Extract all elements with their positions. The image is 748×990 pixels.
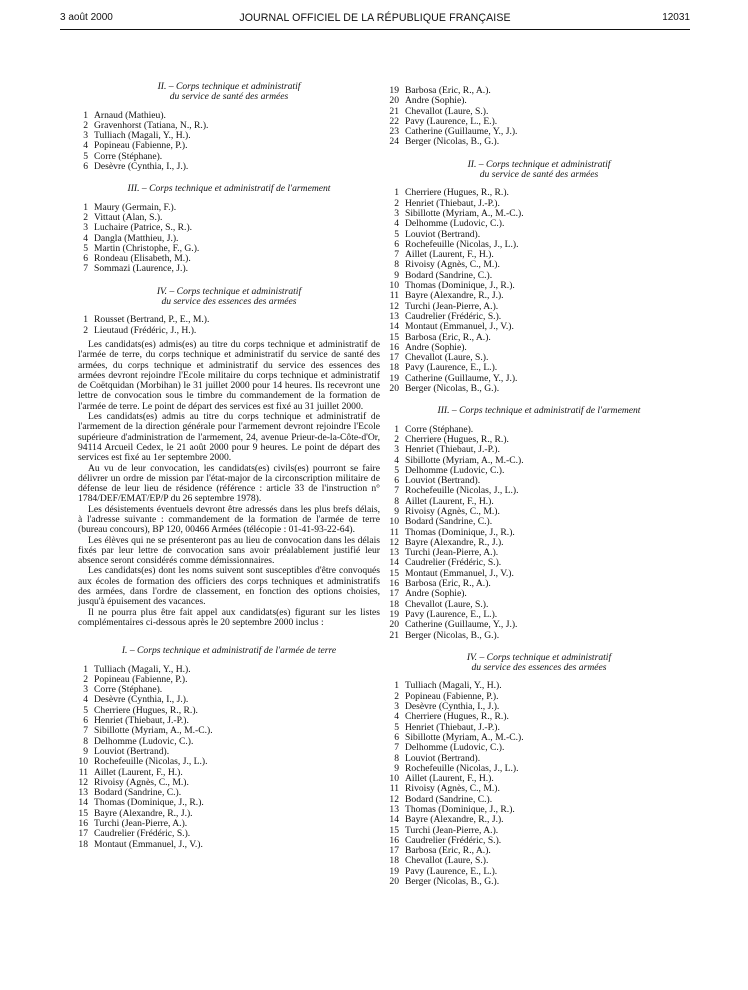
rank-number: 20 (389, 95, 399, 107)
right-column (389, 86, 689, 887)
candidate-name: Lieutaud (Frédéric, J., H.). (94, 324, 197, 336)
section-heading-armement: III. – Corps technique et administratif de l'armement (127, 183, 331, 195)
candidate-name: Chevallot (Laure, S.). (405, 352, 489, 364)
list-sante-2 (389, 188, 689, 394)
rank-number: 5 (83, 704, 88, 716)
rank-number: 5 (394, 464, 399, 476)
candidate-name: Rivoisy (Agnès, C., M.). (405, 505, 500, 517)
rank-number: 2 (394, 690, 399, 702)
rank-number: 1 (83, 663, 88, 675)
header-rule (60, 29, 690, 30)
list-item (389, 620, 689, 630)
candidate-name: Bodard (Sandrine, C.). (94, 787, 182, 799)
rank-number: 16 (389, 578, 399, 590)
list-item (78, 162, 380, 172)
list-armement-2 (389, 425, 689, 641)
list-sante (78, 111, 380, 173)
rank-number: 15 (78, 807, 88, 819)
rank-number: 2 (394, 197, 399, 209)
rank-number: 5 (83, 150, 88, 162)
candidate-name: Montaut (Emmanuel, J., V.). (405, 321, 514, 333)
candidate-name: Desèvre (Cynthia, I., J.). (405, 701, 500, 713)
list-item (78, 264, 380, 274)
candidate-name: Montaut (Emmanuel, J., V.). (94, 838, 203, 850)
rank-number: 21 (389, 105, 399, 117)
page-header (60, 12, 690, 28)
list-item (78, 757, 380, 767)
rank-number: 4 (83, 232, 88, 244)
candidate-name: Tulliach (Magali, Y., H.). (94, 663, 191, 675)
candidate-name: Bodard (Sandrine, C.). (405, 793, 493, 805)
section-heading-essences: IV. – Corps technique et administratif du service des essences des armées (156, 285, 302, 308)
candidate-name: Maury (Germain, F.). (94, 201, 177, 213)
candidate-name: Henriet (Thiebaut, J.-P.). (94, 715, 189, 727)
list-item (78, 840, 380, 850)
candidate-name: Barbosa (Eric, R., A.). (405, 845, 491, 857)
candidate-name: Berger (Nicolas, B., G.). (405, 876, 500, 888)
rank-number: 24 (389, 136, 399, 148)
rank-number: 1 (83, 314, 88, 326)
rank-number: 6 (83, 715, 88, 727)
candidate-name: Thomas (Dominique, J., R.). (405, 804, 515, 815)
candidate-name: Rochefeuille (Nicolas, J., L.). (94, 756, 208, 768)
rank-number: 9 (394, 269, 399, 281)
candidate-name: Berger (Nicolas, B., G.). (405, 136, 500, 148)
candidate-name: Catherine (Guillaume, Y., J.). (405, 372, 518, 384)
candidate-name: Corre (Stéphane). (94, 684, 163, 696)
section-heading-terre: I. – Corps technique et administratif de l'armée de terre (121, 645, 337, 657)
rank-number: 8 (394, 495, 399, 507)
candidate-name: Gravenhorst (Tatiana, N., R.). (94, 119, 209, 131)
rank-number: 19 (389, 608, 399, 620)
rank-number: 17 (389, 352, 399, 364)
rank-number: 21 (389, 629, 399, 641)
rank-number: 2 (83, 673, 88, 685)
candidate-name: Rochefeuille (Nicolas, J., L.). (405, 238, 519, 250)
rank-number: 3 (394, 207, 399, 219)
list-item (389, 137, 689, 147)
page-number: 12031 (662, 12, 690, 23)
rank-number: 23 (389, 126, 399, 138)
rank-number: 4 (83, 694, 88, 706)
candidate-name: Henriet (Thiebaut, J.-P.). (405, 444, 500, 456)
candidate-name: Sibillotte (Myriam, A., M.-C.). (405, 454, 524, 466)
rank-number: 19 (389, 372, 399, 384)
candidate-name: Bayre (Alexandre, R., J.). (94, 807, 193, 819)
list-item (389, 384, 689, 394)
rank-number: 1 (394, 187, 399, 199)
rank-number: 11 (389, 783, 399, 795)
list-armement (78, 203, 380, 275)
rank-number: 10 (389, 773, 399, 785)
list-terre (78, 665, 380, 850)
list-terre-continued (389, 86, 689, 148)
candidate-name: Louviot (Bertrand). (94, 745, 170, 757)
candidate-name: Rochefeuille (Nicolas, J., L.). (405, 485, 519, 497)
candidate-name: Montaut (Emmanuel, J., V.). (405, 567, 514, 579)
candidate-name: Andre (Sophie). (405, 341, 467, 353)
candidate-name: Thomas (Dominique, J., R.). (405, 280, 515, 292)
rank-number: 14 (78, 797, 88, 809)
rank-number: 1 (394, 680, 399, 692)
candidate-name: Catherine (Guillaume, Y., J.). (405, 619, 518, 631)
list-item (389, 877, 689, 887)
rank-number: 17 (389, 845, 399, 857)
candidate-name: Turchi (Jean-Pierre, A.). (405, 300, 499, 312)
rank-number: 11 (389, 290, 399, 302)
candidate-name: Barbosa (Eric, R., A.). (405, 578, 491, 590)
paragraph: Les désistements éventuels devront être adressés dans les plus brefs délais, à l'adresse suivante : commandement de la formation de l'armée de terre (bureau concours), BP 120, 00466 Armées (télécopie : 01-41-93-22-64). (78, 503, 380, 536)
candidate-name: Arnaud (Mathieu). (94, 109, 166, 121)
rank-number: 14 (389, 557, 399, 569)
rank-number: 15 (389, 824, 399, 836)
rank-number: 4 (394, 454, 399, 466)
rank-number: 6 (394, 475, 399, 487)
candidate-name: Delhomme (Ludovic, C.). (94, 735, 194, 747)
rank-number: 3 (394, 444, 399, 456)
rank-number: 16 (389, 341, 399, 353)
candidate-name: Catherine (Guillaume, Y., J.). (405, 126, 518, 138)
candidate-name: Turchi (Jean-Pierre, A.). (405, 824, 499, 836)
candidate-name: Aillet (Laurent, F., H.). (405, 773, 494, 785)
rank-number: 10 (389, 280, 399, 292)
candidate-name: Pavy (Laurence, E., L.). (405, 865, 498, 877)
candidate-name: Cherriere (Hugues, R., R.). (94, 704, 198, 716)
candidate-name: Cherriere (Hugues, R., R.). (405, 187, 509, 199)
candidate-name: Delhomme (Ludovic, C.). (405, 218, 505, 230)
candidate-name: Tulliach (Magali, Y., H.). (94, 130, 191, 142)
rank-number: 2 (394, 433, 399, 445)
candidate-name: Aillet (Laurent, F., H.). (94, 766, 183, 778)
candidate-name: Berger (Nicolas, B., G.). (405, 629, 500, 641)
rank-number: 16 (389, 834, 399, 846)
paragraph: Les candidats(es) dont les noms suivent sont susceptibles d'être convoqués aux écoles de formation des officiers des corps techniques et administratifs des armées, dans l'ordre de classement, en fonction des options choisies, jusqu'à épuisement des vacances. (78, 565, 380, 608)
rank-number: 14 (389, 814, 399, 826)
instructions-text (78, 340, 380, 628)
rank-number: 8 (394, 752, 399, 764)
candidate-name: Rousset (Bertrand, P., E., M.). (94, 314, 210, 326)
candidate-name: Desèvre (Cynthia, I., J.). (94, 161, 189, 173)
candidate-name: Dangla (Matthieu, J.). (94, 232, 179, 244)
rank-number: 12 (78, 776, 88, 788)
candidate-name: Cherriere (Hugues, R., R.). (405, 711, 509, 723)
section-heading-sante: II. – Corps technique et administratif du service de santé des armées (157, 81, 301, 103)
candidate-name: Bodard (Sandrine, C.). (405, 516, 493, 528)
paragraph: Les élèves qui ne se présenteront pas au lieu de convocation dans les délais fixés par leur lettre de convocation sans avoir préalablement justifié leur absence seront considérés comme démissionnaires. (78, 534, 380, 567)
rank-number: 1 (83, 109, 88, 121)
rank-number: 3 (394, 701, 399, 713)
candidate-name: Rivoisy (Agnès, C., M.). (94, 776, 189, 788)
candidate-name: Martin (Christophe, F., G.). (94, 242, 200, 254)
candidate-name: Henriet (Thiebaut, J.-P.). (405, 197, 500, 209)
candidate-name: Rondeau (Elisabeth, M.). (94, 253, 191, 265)
rank-number: 10 (78, 756, 88, 768)
rank-number: 13 (389, 310, 399, 322)
rank-number: 18 (78, 838, 88, 850)
paragraph: Les candidats(es) admis au titre du corps technique et administratif de l'armement de la direction générale pour l'armement devront rejoindre l'Ecole supérieure d'administration de l'armement, 24, avenue Prieur-de-la-Côte-d'Or, 94114 Arcueil Cedex, le 21 août 2000 pour 9 heures. Le point de départ des services est fixé au 1er septembre 2000. (78, 411, 380, 464)
candidate-name: Andre (Sophie). (405, 95, 467, 107)
rank-number: 11 (389, 526, 399, 538)
candidate-name: Louviot (Bertrand). (405, 752, 481, 764)
list-item (389, 445, 689, 455)
rank-number: 5 (394, 228, 399, 240)
journal-title: JOURNAL OFFICIEL DE LA RÉPUBLIQUE FRANÇAISE (239, 12, 511, 24)
candidate-name: Cherriere (Hugues, R., R.). (405, 433, 509, 445)
rank-number: 22 (389, 115, 399, 127)
rank-number: 2 (83, 211, 88, 223)
candidate-name: Bodard (Sandrine, C.). (405, 269, 493, 281)
paragraph: Au vu de leur convocation, les candidats(es) civils(es) pourront se faire délivrer un ordre de mission par l'état-major de la circonscription militaire de défense de leur lieu de résidence (référence : article 33 de l'instruction n° 1784/DEF/EMAT/EP/P du 26 septembre 1978). (78, 462, 380, 505)
rank-number: 9 (394, 505, 399, 517)
rank-number: 16 (78, 818, 88, 829)
candidate-name: Corre (Stéphane). (94, 150, 163, 162)
rank-number: 15 (389, 567, 399, 579)
rank-number: 5 (394, 721, 399, 733)
candidate-name: Turchi (Jean-Pierre, A.). (94, 818, 188, 829)
candidate-name: Caudrelier (Frédéric, S.). (405, 310, 502, 322)
rank-number: 3 (83, 130, 88, 142)
rank-number: 13 (389, 547, 399, 559)
rank-number: 19 (389, 85, 399, 96)
candidate-name: Louviot (Bertrand). (405, 228, 481, 240)
list-essences-2 (389, 681, 689, 887)
rank-number: 6 (83, 161, 88, 173)
candidate-name: Thomas (Dominique, J., R.). (94, 797, 204, 809)
candidate-name: Pavy (Laurence, L., E.). (405, 115, 498, 127)
candidate-name: Chevallot (Laure, S.). (405, 105, 489, 117)
candidate-name: Caudrelier (Frédéric, S.). (405, 834, 502, 846)
candidate-name: Rivoisy (Agnès, C., M.). (405, 783, 500, 795)
candidate-name: Bayre (Alexandre, R., J.). (405, 536, 504, 548)
rank-number: 2 (83, 119, 88, 131)
rank-number: 5 (83, 242, 88, 254)
rank-number: 18 (389, 598, 399, 610)
rank-number: 7 (394, 249, 399, 261)
candidate-name: Pavy (Laurence, E., L.). (405, 362, 498, 374)
candidate-name: Sommazi (Laurence, J.). (94, 263, 189, 275)
rank-number: 2 (83, 324, 88, 336)
rank-number: 4 (394, 711, 399, 723)
rank-number: 8 (394, 259, 399, 271)
rank-number: 11 (78, 766, 88, 778)
candidate-name: Sibillotte (Myriam, A., M.-C.). (405, 207, 524, 219)
rank-number: 3 (83, 684, 88, 696)
candidate-name: Popineau (Fabienne, P.). (94, 673, 188, 685)
rank-number: 12 (389, 300, 399, 312)
list-item (389, 743, 689, 753)
issue-date: 3 août 2000 (60, 12, 113, 23)
candidate-name: Bayre (Alexandre, R., J.). (405, 814, 504, 826)
candidate-name: Rochefeuille (Nicolas, J., L.). (405, 762, 519, 774)
rank-number: 3 (83, 222, 88, 234)
candidate-name: Popineau (Fabienne, P.). (405, 690, 499, 702)
rank-number: 12 (389, 793, 399, 805)
candidate-name: Louviot (Bertrand). (405, 475, 481, 487)
candidate-name: Bayre (Alexandre, R., J.). (405, 290, 504, 302)
paragraph: Il ne pourra plus être fait appel aux candidats(es) figurant sur les listes complémentaires ci-dessous après le 20 septembre 2000 inclus : (78, 606, 380, 628)
candidate-name: Corre (Stéphane). (405, 423, 474, 435)
candidate-name: Chevallot (Laure, S.). (405, 598, 489, 610)
rank-number: 18 (389, 855, 399, 867)
rank-number: 17 (78, 828, 88, 840)
candidate-name: Rivoisy (Agnès, C., M.). (405, 259, 500, 271)
rank-number: 1 (394, 423, 399, 435)
rank-number: 6 (394, 238, 399, 250)
rank-number: 6 (394, 731, 399, 743)
section-heading-sante-2: II. – Corps technique et administratif du service de santé des armées (467, 158, 611, 181)
candidate-name: Barbosa (Eric, R., A.). (405, 331, 491, 343)
candidate-name: Vittaut (Alan, S.). (94, 211, 163, 223)
candidate-name: Sibillotte (Myriam, A., M.-C.). (94, 725, 213, 737)
rank-number: 7 (394, 742, 399, 754)
candidate-name: Chevallot (Laure, S.). (405, 855, 489, 867)
rank-number: 20 (389, 619, 399, 631)
rank-number: 6 (83, 253, 88, 265)
rank-number: 20 (389, 876, 399, 888)
rank-number: 17 (389, 588, 399, 600)
rank-number: 20 (389, 383, 399, 395)
rank-number: 13 (389, 804, 399, 815)
rank-number: 7 (83, 263, 88, 275)
section-heading-armement-2: III. – Corps technique et administratif de l'armement (437, 405, 641, 417)
candidate-name: Caudrelier (Frédéric, S.). (94, 828, 191, 840)
candidate-name: Turchi (Jean-Pierre, A.). (405, 547, 499, 559)
candidate-name: Berger (Nicolas, B., G.). (405, 383, 500, 395)
candidate-name: Henriet (Thiebaut, J.-P.). (405, 721, 500, 733)
left-column (78, 82, 380, 850)
rank-number: 4 (394, 218, 399, 230)
candidate-name: Sibillotte (Myriam, A., M.-C.). (405, 731, 524, 743)
rank-number: 8 (83, 735, 88, 747)
rank-number: 4 (83, 140, 88, 152)
rank-number: 18 (389, 362, 399, 374)
rank-number: 10 (389, 516, 399, 528)
candidate-name: Barbosa (Eric, R., A.). (405, 85, 491, 96)
list-item (78, 326, 380, 336)
candidate-name: Andre (Sophie). (405, 588, 467, 600)
rank-number: 9 (83, 745, 88, 757)
candidate-name: Desèvre (Cynthia, I., J.). (94, 694, 189, 706)
candidate-name: Pavy (Laurence, E., L.). (405, 608, 498, 620)
rank-number: 7 (83, 725, 88, 737)
list-item (389, 322, 689, 332)
list-essences (78, 315, 380, 336)
candidate-name: Delhomme (Ludovic, C.). (405, 464, 505, 476)
rank-number: 14 (389, 321, 399, 333)
rank-number: 7 (394, 485, 399, 497)
rank-number: 15 (389, 331, 399, 343)
rank-number: 13 (78, 787, 88, 799)
section-heading-essences-2: IV. – Corps technique et administratif du service des essences des armées (466, 651, 612, 674)
candidate-name: Popineau (Fabienne, P.). (94, 140, 188, 152)
candidate-name: Aillet (Laurent, F., H.). (405, 249, 494, 261)
paragraph: Les candidats(es) admis(es) au titre du corps technique et administratif de l'armée de terre, du corps technique et administratif du service de santé des armées, du corps technique et administratif du service des essences des armées devront rejoindre l'Ecole militaire du corps technique et administratif de Coëtquidan (Morbihan) le 31 juillet 2000 pour 14 heures. Ils recevront une lettre de convocation sous le timbre du commandement de la formation de l'armée de terre. Le point de départ des services est fixé au 31 juillet 2000. (78, 338, 380, 412)
rank-number: 9 (394, 762, 399, 774)
candidate-name: Thomas (Dominique, J., R.). (405, 526, 515, 538)
rank-number: 1 (83, 201, 88, 213)
candidate-name: Luchaire (Patrice, S., R.). (94, 222, 193, 234)
candidate-name: Delhomme (Ludovic, C.). (405, 742, 505, 754)
candidate-name: Aillet (Laurent, F., H.). (405, 495, 494, 507)
rank-number: 12 (389, 536, 399, 548)
candidate-name: Tulliach (Magali, Y., H.). (405, 680, 502, 692)
list-item (389, 631, 689, 641)
candidate-name: Caudrelier (Frédéric, S.). (405, 557, 502, 569)
rank-number: 19 (389, 865, 399, 877)
